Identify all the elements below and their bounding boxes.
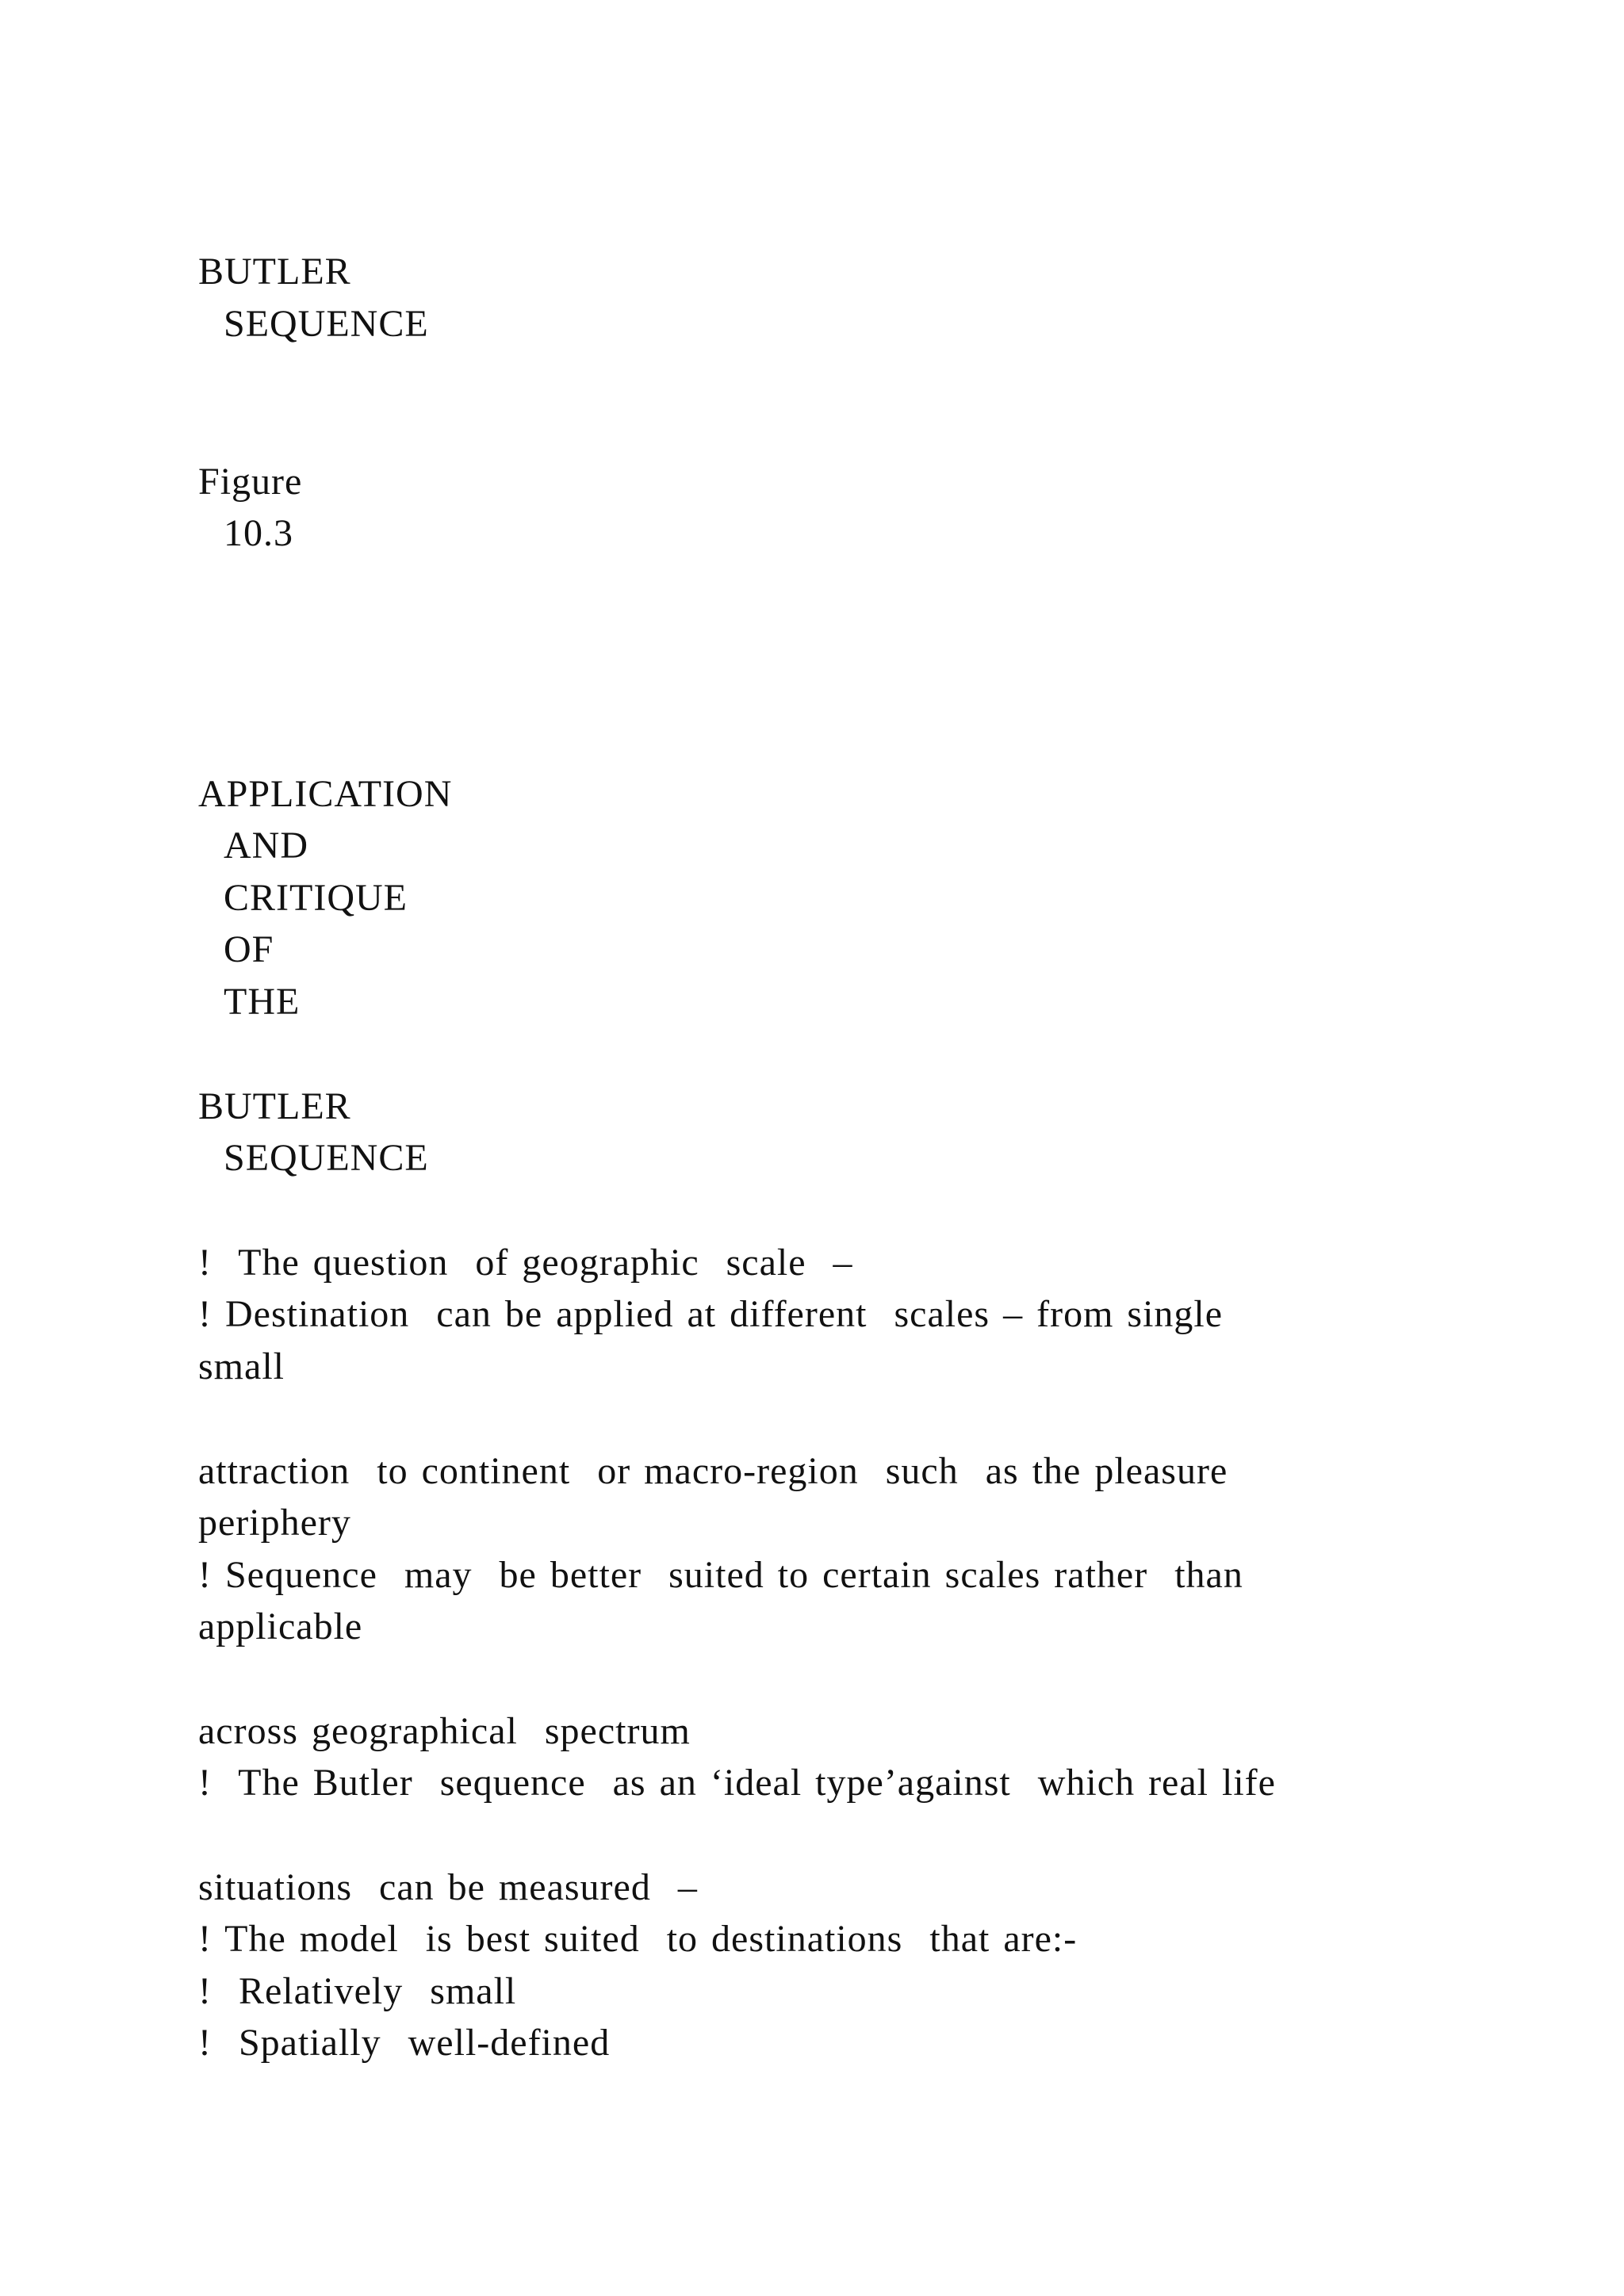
title-line-1: BUTLER: [198, 251, 351, 293]
heading-line-2: AND: [224, 825, 308, 867]
body-line: ! The Butler sequence as an ‘ideal type’against which real life: [198, 1762, 1276, 1804]
heading-line-1: APPLICATION: [198, 773, 453, 815]
body-line: small: [198, 1345, 285, 1387]
body-line: ! Sequence may be better suited to certain scales rather than: [198, 1554, 1243, 1596]
body-line: ! Destination can be applied at different scales – from single: [198, 1293, 1224, 1335]
body-line: across geographical spectrum: [198, 1710, 691, 1752]
subheading-line-1: BUTLER: [198, 1085, 351, 1127]
body-line: periphery: [198, 1502, 351, 1544]
heading-line-5: THE: [224, 981, 301, 1023]
heading-line-3: CRITIQUE: [224, 877, 408, 919]
body-line: attraction to continent or macro-region such as the pleasure: [198, 1450, 1228, 1492]
body-line: situations can be measured –: [198, 1866, 698, 1908]
body-line: ! The question of geographic scale –: [198, 1242, 853, 1284]
subheading-line-2: SEQUENCE: [224, 1137, 429, 1179]
body-line: ! Spatially well-defined: [198, 2022, 611, 2064]
figure-label-line-2: 10.3: [224, 512, 293, 554]
body-line: applicable: [198, 1605, 363, 1647]
body-line: ! The model is best suited to destinations that are:-: [198, 1918, 1078, 1960]
body-line: ! Relatively small: [198, 1970, 517, 2012]
figure-label-line-1: Figure: [198, 461, 303, 503]
title-line-2: SEQUENCE: [224, 303, 429, 345]
heading-line-4: OF: [224, 928, 274, 970]
